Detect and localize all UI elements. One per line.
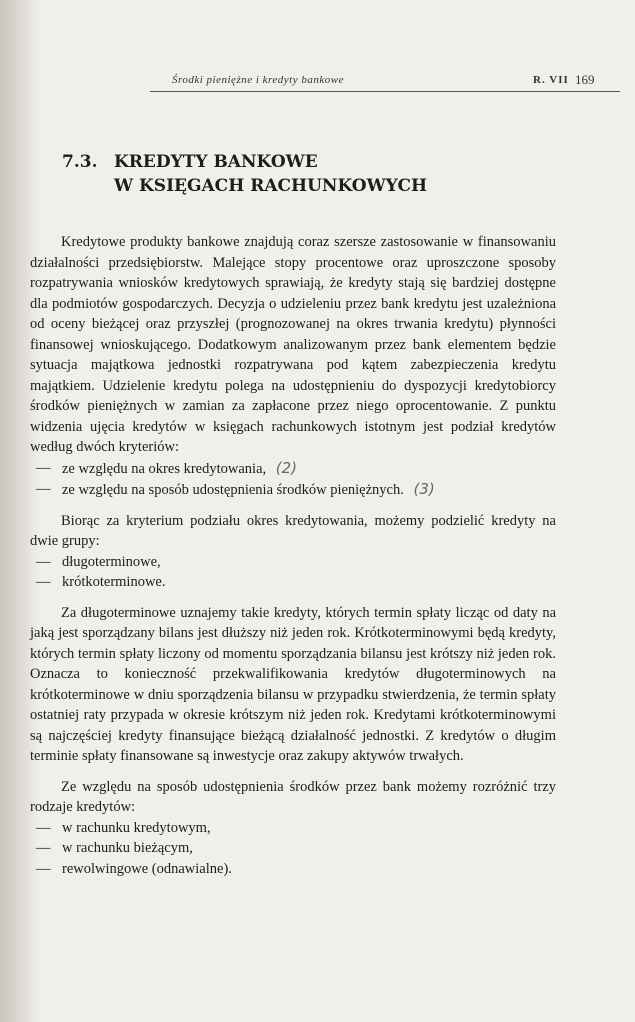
list-item	[30, 818, 556, 839]
list-item-text: krótkoterminowe.	[62, 574, 166, 590]
dash-marker: —	[36, 574, 51, 590]
paragraph-intro: Kredytowe produkty bankowe znajdują coraz szersze zastosowanie w finansowaniu działalności przedsiębiorstw. Malejące stopy procentowe oraz uproszczone sposoby rozpatrywania wniosków kredytowych sprawiają, że kredyty stają się bardziej dostępne dla podmiotów gospodarczych. Decyzja o udzieleniu przez bank kredytu jest uzależniona od oceny bieżącej oraz przyszłej (prognozowanej na okres trwania kredytu) płynności finansowej wnioskującego. Dodatkowym analizowanym przez bank elementem będzie sytuacja majątkowa jednostki rozpatrywana pod kątem zabezpieczenia kredytu majątkiem. Udzielenie kredytu polega na udostępnieniu do dyspozycji kredytobiorcy środków pieniężnych w zamian za zapłacone przez niego oprocentowanie. Z punktu widzenia ujęcia kredytów w księgach rachunkowych istotnym jest podział kredytów według dwóch kryteriów:	[30, 234, 556, 455]
term-groups-list	[30, 552, 556, 593]
page-number: 169	[575, 72, 595, 87]
list-item-text: długoterminowe,	[62, 553, 161, 570]
list-item	[30, 458, 556, 480]
list-item	[30, 859, 556, 880]
dash-marker: —	[36, 860, 51, 877]
running-title: Środki pieniężne i kredyty bankowe	[172, 74, 344, 86]
chapter-label: R. VII	[533, 74, 569, 86]
paragraph-long-short-term: Za długoterminowe uznajemy takie kredyty, których termin spłaty licząc od daty na jaką jest sporządzany bilans jest dłuższy niż jeden rok. Krótkoterminowymi będą kredyty, których termin spłaty liczony od momentu sporządzania bilansu jest krótszy niż jeden rok. Oznacza to konieczność przekwalifikowania kredytów długoterminowych na krótkoterminowe w dniu sporządzenia bilansu w przypadku stwierdzenia, że termin spłaty ostatniej raty przypada w okresie krótszym niż jeden rok. Kredytami krótkoterminowymi są najczęściej kredyty finansujące bieżącą działalność jednostki. Z kredytów o długim terminie spłaty finansowane są inwestycje oraz zakupy aktywów trwałych.	[30, 604, 556, 764]
header-rule	[150, 91, 620, 92]
list-item-text: w rachunku bieżącym,	[62, 840, 193, 856]
handwritten-note: (2)	[275, 458, 298, 477]
paragraph-term-criterion: Biorąc za kryterium podziału okres kredytowania, możemy podzielić kredyty na dwie grupy:	[30, 512, 556, 549]
running-header	[150, 72, 620, 88]
list-item-text: ze względu na okres kredytowania,	[62, 460, 267, 477]
dash-marker: —	[36, 459, 51, 476]
criteria-list	[30, 458, 556, 501]
paragraph-credit-kinds: Ze względu na sposób udostępnienia środków przez bank możemy rozróżnić trzy rodzaje kredytów:	[30, 778, 556, 815]
dash-marker: —	[36, 819, 51, 836]
list-item	[30, 572, 556, 593]
list-item	[30, 479, 556, 501]
list-item	[30, 552, 556, 573]
list-item	[30, 838, 556, 859]
credit-kinds-list	[30, 818, 556, 880]
handwritten-note: (3)	[413, 480, 435, 498]
section-number: 7.3.	[62, 152, 98, 172]
dash-marker: —	[36, 481, 51, 497]
dash-marker: —	[36, 553, 51, 570]
section-title-line1: KREDYTY BANKOWE	[114, 152, 318, 172]
list-item-text: w rachunku kredytowym,	[62, 819, 211, 836]
list-item-text: rewolwingowe (odnawialne).	[62, 860, 232, 877]
section-title-line2: W KSIĘGACH RACHUNKOWYCH	[114, 176, 428, 196]
list-item-text: ze względu na sposób udostępnienia środków pieniężnych.	[62, 482, 404, 498]
dash-marker: —	[36, 840, 51, 856]
body-text	[30, 232, 556, 879]
